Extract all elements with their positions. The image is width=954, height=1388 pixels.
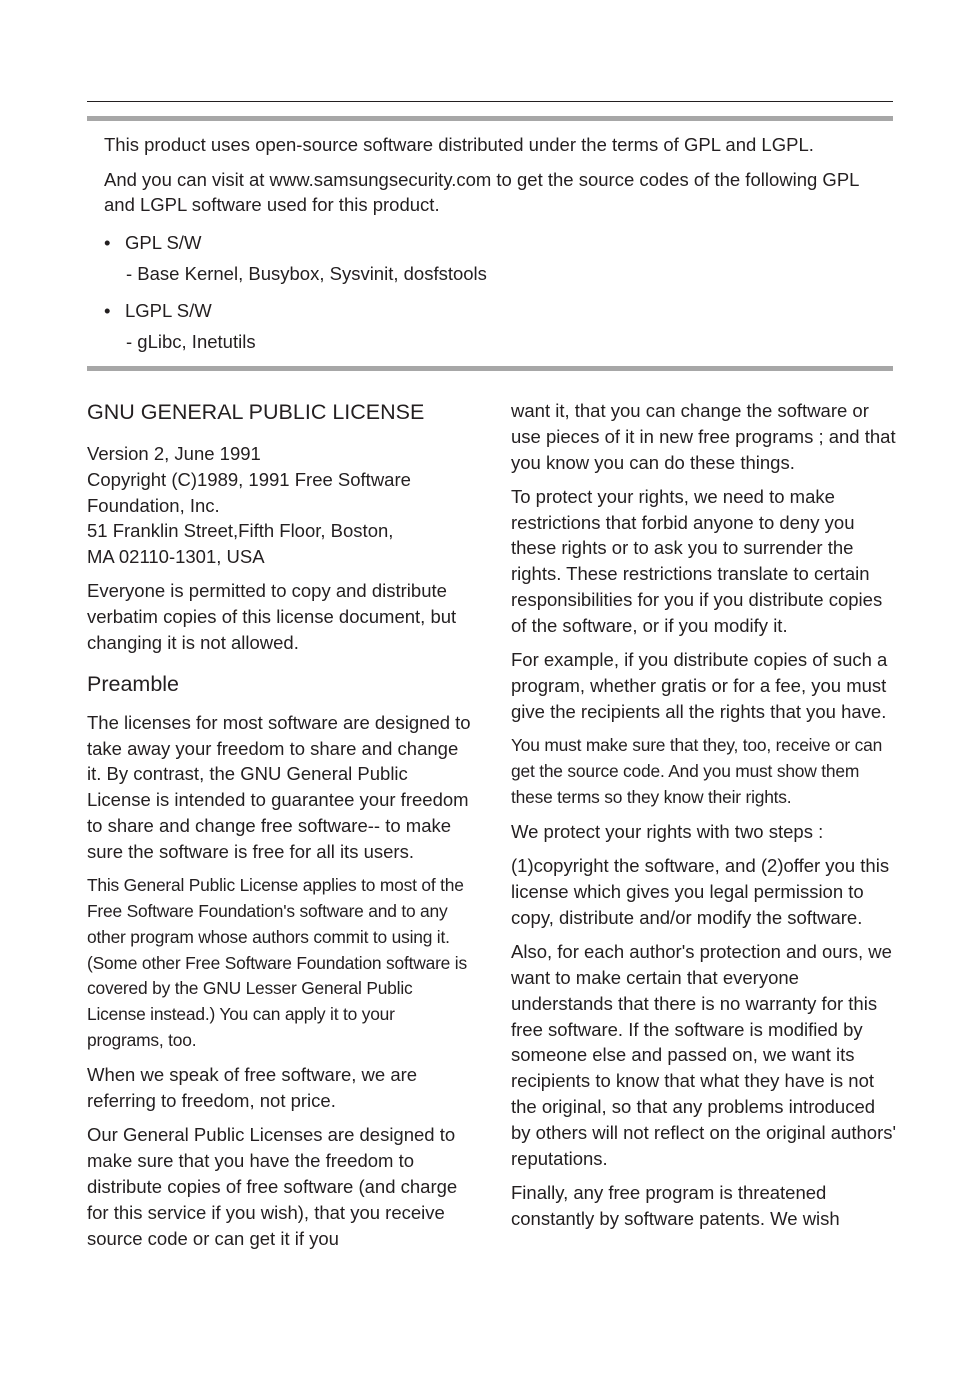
bullet-lgpl (104, 295, 894, 326)
right-paragraph: Also, for each author's protection and ours, we want to make certain that everyone understands that there is no warranty for this free software. If the software is modified by someone else and passed on, we want its recipients to know that what they have is not the original, so that any problems introduced by others will not reflect on the original authors' reputations. (511, 941, 897, 1169)
preamble-heading: Preamble (87, 671, 180, 696)
bullet-icon: • (104, 231, 111, 253)
permission-paragraph: Everyone is permitted to copy and distribute verbatim copies of this license document, but changing it is not allowed. (87, 580, 457, 654)
top-rule (87, 101, 893, 102)
right-paragraph: (1)copyright the software, and (2)offer you this license which gives you legal permission to copy, distribute and/or modify the software. (511, 855, 890, 928)
lgpl-software-list: - gLibc, Inetutils (126, 330, 256, 352)
notice-bottom-bar (87, 366, 893, 371)
gpl-software-list: - Base Kernel, Busybox, Sysvinit, dosfstools (126, 262, 487, 284)
right-paragraph: For example, if you distribute copies of such a program, whether gratis or for a fee, you must give the recipients all the rights that you have. (511, 649, 888, 722)
bullet-gpl (104, 227, 894, 258)
version-block (87, 441, 472, 570)
address-line-1: 51 Franklin Street,Fifth Floor, Boston, (87, 520, 394, 542)
right-paragraph: want it, that you can change the software or use pieces of it in new free programs ; and that you know you can do these things. (511, 400, 896, 473)
notice-top-bar (87, 116, 893, 121)
right-paragraph: You must make sure that they, too, receive or can get the source code. And you must show them these terms so they know their rights. (511, 735, 883, 807)
left-column (87, 398, 472, 1260)
open-source-notice (104, 132, 894, 357)
notice-line-2: And you can visit at www.samsungsecurity.com to get the source codes of the following GPL and LGPL software used for this product. (104, 168, 859, 215)
right-column (511, 398, 897, 1240)
bullet-icon: • (104, 299, 111, 321)
copyright-line-1: Copyright (C)1989, 1991 Free Software (87, 468, 411, 490)
right-paragraph: Finally, any free program is threatened constantly by software patents. We wish (511, 1181, 840, 1229)
license-title: GNU GENERAL PUBLIC LICENSE (87, 400, 425, 424)
left-paragraph: Our General Public Licenses are designed to make sure that you have the freedom to distribute copies of free software (and charge for this service if you wish), that you receive source code or can get it if you (87, 1124, 458, 1249)
address-line-2: MA 02110-1301, USA (87, 546, 265, 568)
bullet-gpl-label: GPL S/W (125, 231, 202, 253)
notice-line-1: This product uses open-source software distributed under the terms of GPL and LGPL. (104, 134, 814, 155)
left-paragraph: When we speak of free software, we are referring to freedom, not price. (87, 1064, 418, 1112)
right-paragraph: We protect your rights with two steps : (511, 820, 824, 842)
copyright-line-2: Foundation, Inc. (87, 494, 220, 516)
bullet-lgpl-label: LGPL S/W (125, 299, 212, 321)
left-paragraph: The licenses for most software are designed to take away your freedom to share and change it. By contrast, the GNU General Public License is intended to guarantee your freedom to share and change free software-- to make sure the software is free for all its users. (87, 711, 471, 862)
left-paragraph: This General Public License applies to most of the Free Software Foundation's software and to any other program whose authors commit to using it. (Some other Free Software Foundation software is covered by the GNU Lesser General Public License instead.) You can apply it to your programs, too. (87, 875, 467, 1050)
version-line: Version 2, June 1991 (87, 443, 261, 464)
right-paragraph: To protect your rights, we need to make restrictions that forbid anyone to deny you these rights or to ask you to surrender the rights. These restrictions translate to certain responsibilities for you if you distribute copies of the software, or if you modify it. (511, 485, 883, 636)
